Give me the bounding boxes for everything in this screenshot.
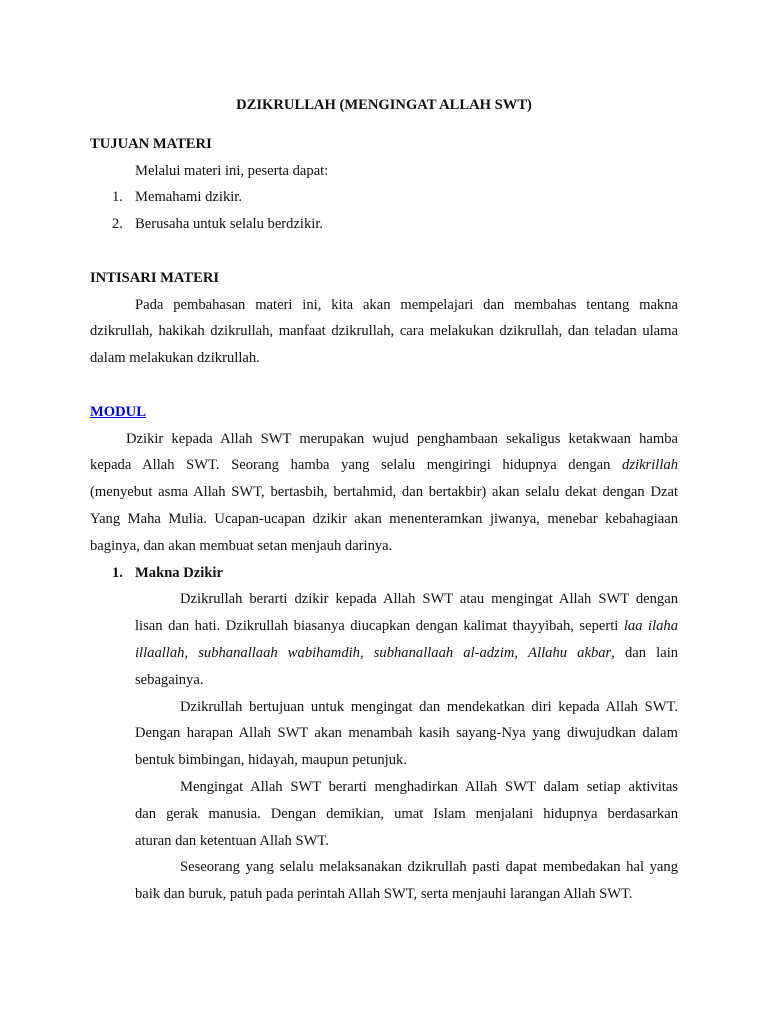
intisari-line: dzikrullah, hakikah dzikrullah, manfaat dzikrullah, cara melakukan dzikrullah, dan teladan ulama	[90, 323, 678, 340]
paragraph-line: bentuk bimbingan, hidayah, maupun petunjuk.	[135, 752, 407, 769]
paragraph-line: sebagainya.	[135, 671, 204, 688]
paragraph-line: baik dan buruk, patuh pada perintah Allah SWT, serta menjauhi larangan Allah SWT.	[135, 886, 633, 903]
paragraph-italic: laa ilaha	[623, 618, 679, 635]
intisari-line: Pada pembahasan materi ini, kita akan mempelajari dan membahas tentang makna	[135, 296, 678, 313]
paragraph-text: lisan dan hati. Dzikrullah biasanya diucapkan dengan kalimat thayyibah, seperti	[135, 618, 624, 635]
list-item	[90, 184, 678, 211]
paragraph-line: Mengingat Allah SWT berarti menghadirkan Allah SWT dalam setiap aktivitas	[180, 778, 678, 795]
spacer	[90, 238, 678, 265]
list-item-text: Berusaha untuk selalu berdzikir.	[135, 216, 324, 233]
paragraph-italic: illaallah	[135, 644, 185, 661]
paragraph-line: Dzikrullah berarti dzikir kepada Allah SWT atau mengingat Allah SWT dengan	[180, 591, 678, 608]
document-title: DZIKRULLAH (MENGINGAT ALLAH SWT)	[236, 97, 532, 113]
modul-intro-text: kepada Allah SWT. Seorang hamba yang selalu mengiringi hidupnya dengan	[90, 457, 623, 474]
document-page	[90, 92, 678, 908]
section-title: Makna Dzikir	[135, 564, 223, 581]
paragraph-italic: subhanallaah al-adzim	[373, 644, 515, 661]
intisari-heading: INTISARI MATERI	[90, 269, 220, 286]
modul-intro-italic: dzikrillah	[622, 457, 678, 474]
section-number: 1.	[112, 564, 123, 581]
list-item-number: 1.	[112, 189, 123, 206]
list-item-number: 2.	[112, 216, 123, 233]
modul-intro-line	[90, 452, 678, 479]
intisari-line: dalam melakukan dzikrullah.	[90, 350, 260, 367]
paragraph-line	[135, 613, 678, 640]
paragraph-line: Dzikrullah bertujuan untuk mengingat dan mendekatkan diri kepada Allah SWT.	[180, 698, 678, 715]
paragraph-text: ,	[184, 644, 199, 661]
modul-intro-line: baginya, dan akan membuat setan menjauh darinya.	[90, 537, 393, 554]
spacer	[90, 372, 678, 399]
modul-intro-line: Yang Maha Mulia. Ucapan-ucapan dzikir akan menenteramkan jiwanya, menebar kebahagiaan	[90, 510, 678, 527]
paragraph-line: Seseorang yang selalu melaksanakan dzikrullah pasti dapat membedakan hal yang	[180, 859, 678, 876]
paragraph-italic: Allahu akbar	[528, 644, 612, 661]
modul-intro-line: Dzikir kepada Allah SWT merupakan wujud penghambaan sekaligus ketakwaan hamba	[126, 430, 678, 447]
paragraph-italic: subhanallaah wabihamdih	[198, 644, 360, 661]
section-body	[135, 586, 678, 908]
tujuan-intro: Melalui materi ini, peserta dapat:	[135, 162, 329, 179]
section-heading	[90, 560, 678, 587]
paragraph-line: aturan dan ketentuan Allah SWT.	[135, 832, 329, 849]
list-item-text: Memahami dzikir.	[135, 189, 242, 206]
paragraph-text: , dan lain	[611, 644, 679, 661]
modul-link[interactable]: MODUL	[90, 403, 146, 420]
paragraph-line: Dengan harapan Allah SWT akan menambah kasih sayang-Nya yang diwujudkan dalam	[135, 725, 678, 742]
paragraph-line	[135, 640, 678, 667]
paragraph-line: dan gerak manusia. Dengan demikian, umat Islam menjalani hidupnya berdasarkan	[135, 805, 678, 822]
list-item	[90, 211, 678, 238]
paragraph-text: ,	[359, 644, 374, 661]
tujuan-heading: TUJUAN MATERI	[90, 135, 212, 152]
modul-intro-line: (menyebut asma Allah SWT, bertasbih, bertahmid, dan bertakbir) akan selalu dekat dengan Dzat	[90, 484, 678, 501]
paragraph-text: ,	[514, 644, 529, 661]
